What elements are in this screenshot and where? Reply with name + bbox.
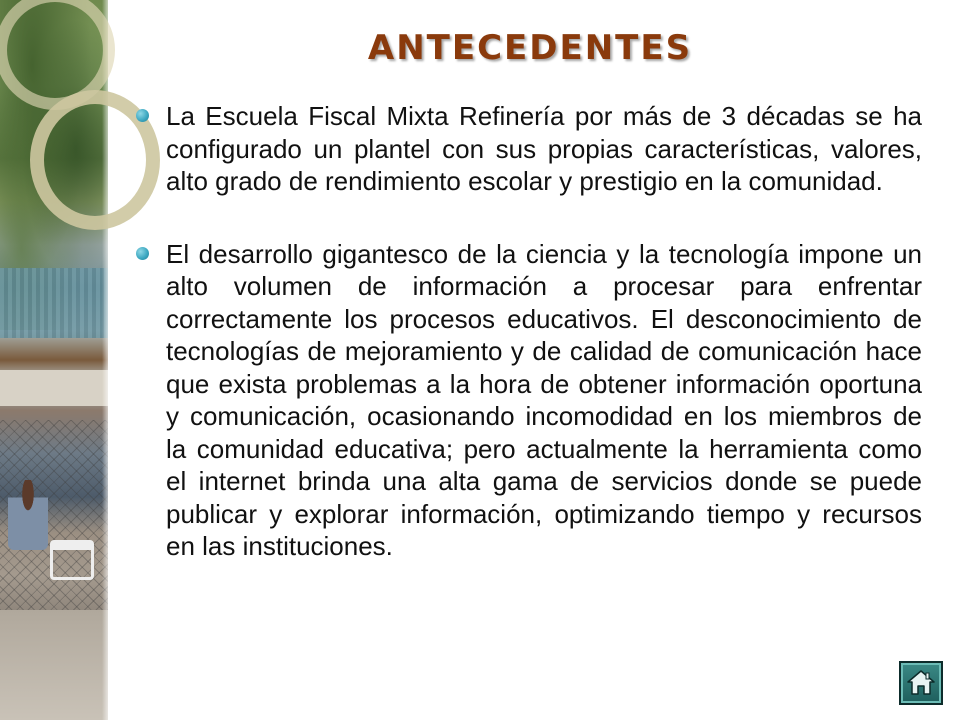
bullet-text: El desarrollo gigantesco de la ciencia y la tecnología impone un alto volumen de información a procesar para enfrentar correctamente los procesos educativos. El desconocimiento de tecnologías de mejoramiento y de calidad de comunicación hace que exista problemas a la hora de obtener información oportuna y comunicación, ocasionando incomodidad en los miembros de la comunidad educativa; pero actualmente la herramienta como el internet brinda una alta gama de servicios donde se puede publicar y explorar información, optimizando tiempo y recursos en las instituciones. <box>166 238 922 561</box>
photo-person <box>8 480 48 550</box>
slide-title: ANTECEDENTES <box>367 28 693 68</box>
slide-content <box>132 100 922 603</box>
photo-ground <box>0 610 108 720</box>
bullet-item <box>132 238 922 563</box>
home-icon <box>905 667 937 699</box>
bullet-icon <box>136 247 149 260</box>
photo-roof <box>0 268 108 338</box>
bullet-icon <box>136 109 149 122</box>
photo-chair <box>50 540 94 580</box>
bullet-item <box>132 100 922 198</box>
photo-wall <box>0 370 108 406</box>
bullet-text: La Escuela Fiscal Mixta Refinería por más de 3 décadas se ha configurado un plantel con sus propias características, valores, alto grado de rendimiento escolar y prestigio en la comunidad. <box>166 101 922 196</box>
home-button[interactable] <box>899 661 943 705</box>
